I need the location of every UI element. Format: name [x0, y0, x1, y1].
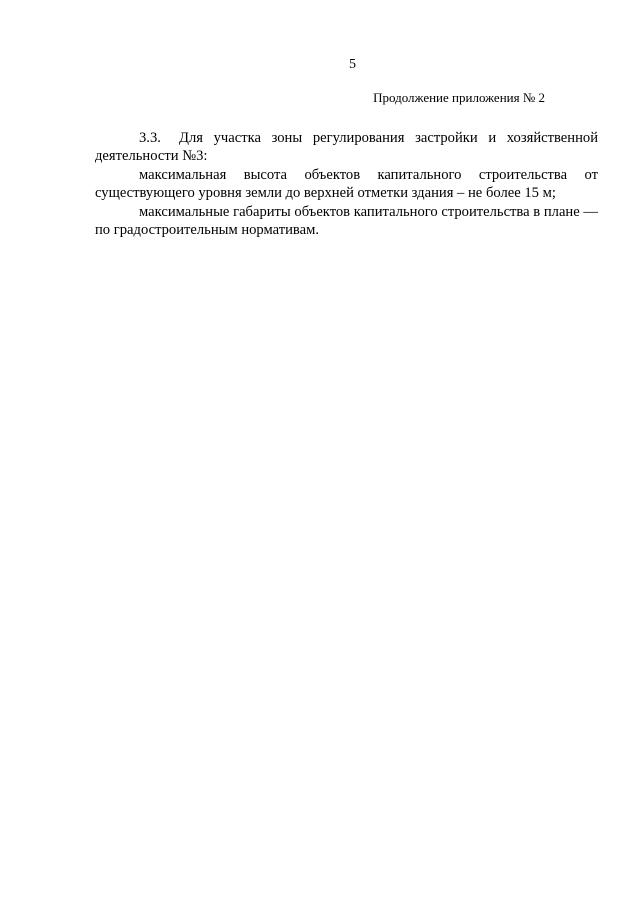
max-dimensions-paragraph: максимальные габариты объектов капитального строительства в плане — по градостроительным нормативам. — [95, 203, 598, 239]
clause-number: 3.3. — [139, 130, 161, 146]
clause-heading-paragraph — [95, 129, 598, 166]
max-height-paragraph: максимальная высота объектов капитального строительства от существующего уровня земли до верхней отметки здания – не более 15 м; — [95, 166, 598, 202]
document-body — [95, 129, 598, 239]
page-number: 5 — [349, 57, 356, 72]
appendix-continuation-note: Продолжение приложения № 2 — [373, 90, 545, 105]
clause-heading: Для участка зоны регулирования застройки и хозяйственной деятельности №3: — [95, 130, 598, 165]
